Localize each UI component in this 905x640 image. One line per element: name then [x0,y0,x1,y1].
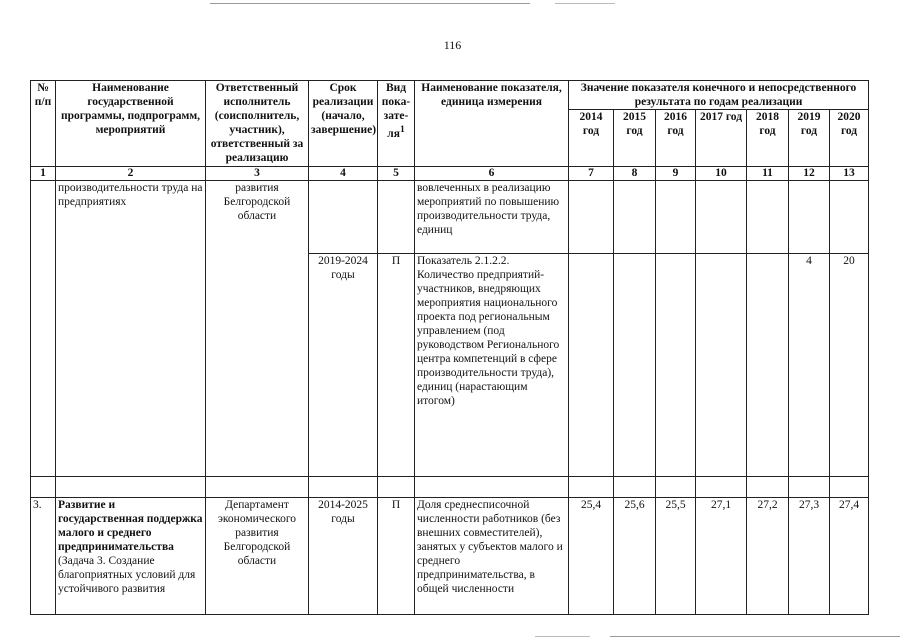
indicator-type: П [378,254,415,477]
value-cell [747,254,789,477]
header-num: № п/п [31,81,56,167]
value-cell: 27,2 [747,498,789,615]
value-cell: 4 [789,254,830,477]
indicator-name: вовлеченных в реализацию мероприятий по повышению производительности труда, единиц [415,181,569,254]
table-row-spacer [31,477,869,498]
value-cell [789,181,830,254]
spacer-cell [747,477,789,498]
column-number: 9 [656,167,696,181]
header-type [378,81,415,167]
measure-name-task: (Задача 3. Создание благоприятных условий для устойчивого развития [58,555,196,595]
spacer-cell [309,477,378,498]
value-cell [656,181,696,254]
column-number: 11 [747,167,789,181]
spacer-cell [656,477,696,498]
column-numbers-row [31,167,869,181]
spacer-cell [415,477,569,498]
column-number: 12 [789,167,830,181]
header-year: 2017 год [696,110,747,167]
value-cell [614,254,656,477]
indicator-period: 2019-2024 годы [309,254,378,477]
value-cell: 27,4 [830,498,869,615]
spacer-cell [206,477,309,498]
scan-top-rule [210,3,530,4]
indicator-type: П [378,498,415,615]
value-cell [656,254,696,477]
header-executor: Ответственный исполнитель (соисполнитель, участник), ответственный за реализацию [206,81,309,167]
page-number: 116 [443,38,462,52]
column-number: 5 [378,167,415,181]
indicator-name: Показатель 2.1.2.2. Количество предприятий-участников, внедряющих мероприятия национального проекта под региональным управлением (под руководством Регионального центра компетенций в сфере производительности труда), единиц (нарастающим итогом) [415,254,569,477]
table-row [31,498,869,615]
measure-executor: развития Белгородской области [206,181,309,477]
spacer-cell [789,477,830,498]
column-number: 1 [31,167,56,181]
header-year: 2020 год [830,110,869,167]
value-cell: 27,1 [696,498,747,615]
header-year: 2019 год [789,110,830,167]
column-number: 7 [569,167,614,181]
value-cell [696,181,747,254]
header-year: 2018 год [747,110,789,167]
type-cell [378,181,415,254]
indicator-period: 2014-2025 годы [309,498,378,615]
scan-bottom-rule [610,636,900,637]
value-cell: 27,3 [789,498,830,615]
row-number: 3. [31,498,56,615]
value-cell [614,181,656,254]
column-number: 3 [206,167,309,181]
value-cell: 20 [830,254,869,477]
spacer-cell [31,477,56,498]
table-row [31,181,869,254]
indicator-name: Доля среднесписочной численности работников (без внешних совместителей), занятых у субъектов малого и среднего предпринимательства, в общей численности [415,498,569,615]
indicators-table [30,80,869,615]
value-cell: 25,6 [614,498,656,615]
header-year: 2014 год [569,110,614,167]
column-number: 6 [415,167,569,181]
value-cell: 25,4 [569,498,614,615]
row-num-cell [31,181,56,477]
header-type-text: Вид пока-зате-ля [381,82,411,140]
scan-top-rule-short [555,3,615,4]
header-name: Наименование государственной программы, подпрограмм, мероприятий [56,81,206,167]
header-type-footnote: 1 [399,124,405,135]
value-cell: 25,5 [656,498,696,615]
spacer-cell [56,477,206,498]
measure-name: производительности труда на предприятиях [56,181,206,477]
spacer-cell [569,477,614,498]
value-cell [569,254,614,477]
spacer-cell [696,477,747,498]
value-cell [747,181,789,254]
value-cell [696,254,747,477]
header-values-group: Значение показателя конечного и непосредственного результата по годам реализации [569,81,869,110]
header-row [31,81,869,110]
spacer-cell [378,477,415,498]
header-period: Срок реализации (начало, завершение) [309,81,378,167]
column-number: 10 [696,167,747,181]
measure-name-bold: Развитие и государственная поддержка малого и среднего предпринимательства [58,499,203,553]
value-cell [830,181,869,254]
spacer-cell [614,477,656,498]
measure-name [56,498,206,615]
scan-bottom-rule-short [535,636,590,637]
measure-executor: Департамент экономического развития Белгородской области [206,498,309,615]
header-indicator: Наименование показателя, единица измерения [415,81,569,167]
spacer-cell [830,477,869,498]
value-cell [569,181,614,254]
column-number: 2 [56,167,206,181]
column-number: 4 [309,167,378,181]
column-number: 13 [830,167,869,181]
header-year: 2016 год [656,110,696,167]
column-number: 8 [614,167,656,181]
period-cell [309,181,378,254]
header-year: 2015 год [614,110,656,167]
